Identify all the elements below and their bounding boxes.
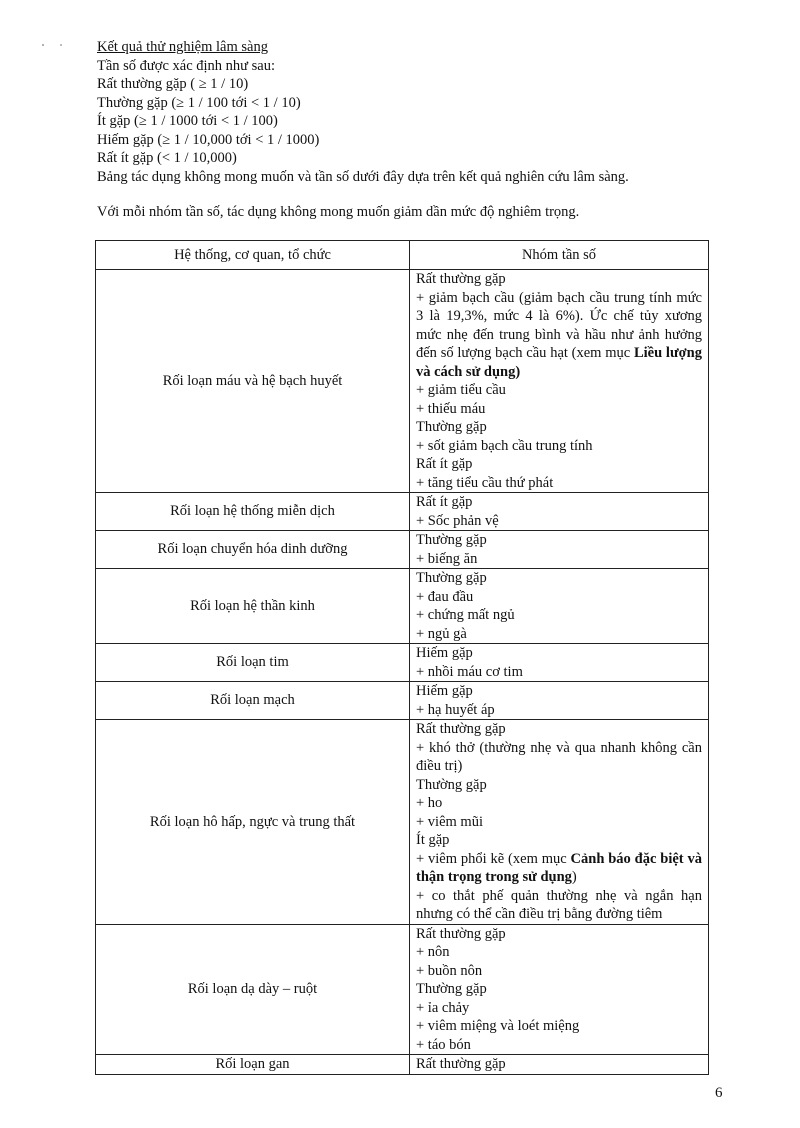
frequency-label: Rất ít gặp [416,456,473,472]
system-cell: Rối loạn hệ thần kinh [96,569,410,644]
frequency-cell [410,531,709,569]
frequency-label: Rất thường gặp [416,925,506,942]
frequency-label: Thường gặp [416,419,487,435]
system-cell: Rối loạn máu và hệ bạch huyết [96,270,410,493]
effect-line: + hạ huyết áp [416,701,495,718]
page-number: 6 [715,1085,723,1101]
effect-line: + buồn nôn [416,962,483,979]
system-cell: Rối loạn hệ thống miễn dịch [96,493,410,531]
effect-text: + giảm bạch cầu (giảm bạch cầu trung tính mức 3 là 19,3%, mức 4 là 6%). Ức chế tủy xương mức nhẹ đến trung bình và hầu như ảnh hưởng đến số lượng bạch cầu hạt (xem mục [416,289,702,361]
intro-note: Với mỗi nhóm tần số, tác dụng không mong muốn giảm dần mức độ nghiêm trọng. [97,204,580,220]
effect-line: + nhồi máu cơ tim [416,663,523,680]
section-reference-close: ) [571,869,577,885]
intro-section [97,38,737,222]
table-row [96,531,709,569]
effect-line: + thiếu máu [416,400,486,417]
effect-line [416,850,702,887]
frequency-cell [410,644,709,682]
effect-line: + co thắt phế quản thường nhẹ và ngắn hạn nhưng có thể cần điều trị bằng đường tiêm [416,887,702,922]
effect-line: + biếng ăn [416,550,478,567]
table-header-row [96,241,709,270]
effect-line: + nôn [416,944,450,960]
frequency-cell [410,493,709,531]
intro-line: Tần số được xác định như sau: [97,57,276,74]
frequency-cell [410,270,709,493]
frequency-label: Ít gặp [416,832,450,848]
frequency-label: Hiếm gặp [416,683,473,699]
intro-line: Thường gặp (≥ 1 / 100 tới < 1 / 10) [97,94,301,111]
effect-line: + Sốc phản vệ [416,512,499,529]
system-cell: Rối loạn mạch [96,682,410,720]
effect-line: + ho [416,795,443,811]
effect-line [416,289,702,382]
table-row [96,493,709,531]
system-cell: Rối loạn tim [96,644,410,682]
header-system: Hệ thống, cơ quan, tổ chức [96,241,410,270]
system-cell: Rối loạn gan [96,1055,410,1075]
header-frequency: Nhóm tần số [410,241,709,270]
table-row [96,569,709,644]
intro-line: Rất thường gặp ( ≥ 1 / 10) [97,76,249,92]
frequency-label: Hiếm gặp [416,645,473,661]
adverse-effects-table [95,240,709,1075]
system-cell: Rối loạn hô hấp, ngực và trung thất [96,720,410,925]
intro-line: Bảng tác dụng không mong muốn và tần số dưới đây dựa trên kết quả nghiên cứu lâm sàng. [97,168,629,185]
effect-line: + chứng mất ngủ [416,607,515,623]
effect-line: + tăng tiểu cầu thứ phát [416,474,554,491]
intro-line: Rất ít gặp (< 1 / 10,000) [97,150,237,166]
table-row [96,720,709,925]
frequency-label: Thường gặp [416,570,487,586]
effect-line: + ỉa chảy [416,999,470,1016]
intro-line: Hiếm gặp (≥ 1 / 10,000 tới < 1 / 1000) [97,131,320,148]
table-row [96,270,709,493]
frequency-label: Thường gặp [416,981,487,997]
effect-line: + khó thở (thường nhẹ và qua nhanh không cần điều trị) [416,739,702,774]
frequency-label: Thường gặp [416,532,487,548]
scan-speck [60,44,62,46]
table-row [96,644,709,682]
frequency-cell [410,569,709,644]
system-cell: Rối loạn chuyển hóa dinh dưỡng [96,531,410,569]
effect-line: + táo bón [416,1036,471,1053]
effect-line: + sốt giảm bạch cầu trung tính [416,437,593,454]
intro-line: Ít gặp (≥ 1 / 1000 tới < 1 / 100) [97,113,278,129]
table-row [96,1055,709,1075]
effect-line: + đau đầu [416,588,474,605]
effect-line: + giảm tiểu cầu [416,382,506,398]
frequency-label: Rất thường gặp [416,1056,506,1072]
effect-line: + ngủ gà [416,625,467,642]
section-reference: Cảnh báo đặc biệt và thận trọng trong sử dụng [416,850,702,885]
frequency-label: Thường gặp [416,776,487,793]
section-reference: Liều lượng và cách sử dụng [416,345,702,380]
effect-line: + viêm miệng và loét miệng [416,1018,580,1034]
scan-speck [42,44,44,46]
section-heading: Kết quả thử nghiệm lâm sàng [97,39,268,55]
effect-line: + viêm mũi [416,813,483,830]
table-row [96,924,709,1055]
spacer [97,186,737,203]
effect-text: + viêm phổi kẽ (xem mục [416,850,571,867]
section-reference-close: ) [515,363,521,380]
frequency-label: Rất thường gặp [416,271,506,287]
frequency-cell [410,1055,709,1075]
frequency-cell [410,720,709,925]
frequency-label: Rất ít gặp [416,494,473,510]
table-row [96,682,709,720]
frequency-label: Rất thường gặp [416,721,506,737]
frequency-cell [410,682,709,720]
frequency-cell [410,924,709,1055]
system-cell: Rối loạn dạ dày – ruột [96,924,410,1055]
